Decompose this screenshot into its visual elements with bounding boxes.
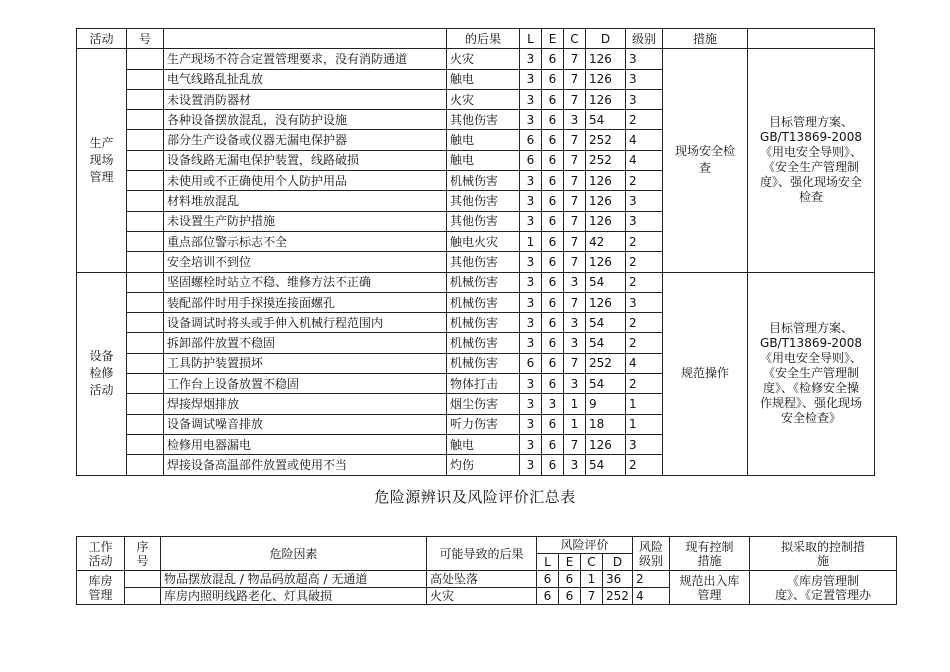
result-cell: 触电: [447, 69, 520, 89]
D-cell: 126: [586, 191, 626, 211]
number-cell: [127, 292, 164, 312]
D-cell: 126: [586, 171, 626, 191]
activity-cell: 设备 检修 活动: [77, 272, 127, 475]
L-cell: 3: [520, 313, 542, 333]
level-cell: 2: [633, 571, 670, 588]
number-cell: [127, 69, 164, 89]
result-cell: 其他伤害: [447, 211, 520, 231]
risk-table-main: [76, 28, 875, 476]
level-cell: 1: [626, 414, 663, 434]
header-number: 序 号: [125, 537, 161, 571]
hazard-cell: 工作台上设备放置不稳固: [164, 374, 447, 394]
C-cell: 3: [564, 374, 586, 394]
level-cell: 3: [626, 89, 663, 109]
table2-header-row: [77, 537, 897, 554]
D-cell: 54: [586, 110, 626, 130]
hazard-cell: 物品摆放混乱 / 物品码放超高 / 无通道: [161, 571, 427, 588]
E-cell: 6: [542, 414, 564, 434]
hazard-cell: 设备线路无漏电保护装置，线路破损: [164, 150, 447, 170]
result-cell: 机械伤害: [447, 313, 520, 333]
E-cell: 6: [542, 434, 564, 454]
header-cell: [164, 29, 447, 49]
L-cell: 6: [537, 571, 559, 588]
result-cell: 火灾: [447, 89, 520, 109]
E-cell: 6: [542, 171, 564, 191]
C-cell: 1: [581, 571, 603, 588]
E-cell: 6: [542, 333, 564, 353]
L-cell: 6: [520, 150, 542, 170]
D-cell: 126: [586, 211, 626, 231]
E-cell: 6: [542, 313, 564, 333]
risk-table-storage: [76, 536, 897, 605]
E-cell: 6: [542, 211, 564, 231]
E-cell: 6: [542, 69, 564, 89]
E-cell: 6: [542, 110, 564, 130]
C-cell: 1: [564, 394, 586, 414]
D-cell: 54: [586, 333, 626, 353]
level-cell: 2: [626, 272, 663, 292]
page-title: 危险源辨识及风险评价汇总表: [374, 488, 576, 506]
number-cell: [127, 394, 164, 414]
C-cell: 7: [564, 231, 586, 251]
L-cell: 3: [520, 110, 542, 130]
hazard-cell: 电气线路乱扯乱放: [164, 69, 447, 89]
L-cell: 3: [520, 272, 542, 292]
number-cell: [127, 211, 164, 231]
header-cell: 级别: [626, 29, 663, 49]
hazard-cell: 部分生产设备或仪器无漏电保护器: [164, 130, 447, 150]
L-cell: 3: [520, 292, 542, 312]
number-cell: [127, 150, 164, 170]
level-cell: 3: [626, 69, 663, 89]
hazard-cell: 各种设备摆放混乱，没有防护设施: [164, 110, 447, 130]
C-cell: 7: [564, 89, 586, 109]
result-cell: 触电: [447, 434, 520, 454]
number-cell: [127, 252, 164, 272]
hazard-cell: 未设置消防器材: [164, 89, 447, 109]
number-cell: [127, 231, 164, 251]
D-cell: 126: [586, 252, 626, 272]
C-cell: 7: [564, 292, 586, 312]
level-cell: 3: [626, 49, 663, 69]
E-cell: 6: [542, 49, 564, 69]
header-cell: 活动: [77, 29, 127, 49]
C-cell: 7: [564, 130, 586, 150]
measure-cell: 现场安全检 查: [663, 49, 748, 272]
L-cell: 3: [520, 211, 542, 231]
header-L: L: [537, 554, 559, 571]
D-cell: 9: [586, 394, 626, 414]
hazard-cell: 库房内照明线路老化、灯具破损: [161, 588, 427, 605]
C-cell: 7: [564, 434, 586, 454]
E-cell: 6: [542, 191, 564, 211]
E-cell: 6: [542, 130, 564, 150]
hazard-cell: 未使用或不正确使用个人防护用品: [164, 171, 447, 191]
D-cell: 252: [603, 588, 633, 605]
result-cell: 高处坠落: [427, 571, 537, 588]
E-cell: 6: [559, 588, 581, 605]
header-D: D: [603, 554, 633, 571]
L-cell: 3: [520, 414, 542, 434]
number-cell: [127, 191, 164, 211]
level-cell: 2: [626, 333, 663, 353]
D-cell: 54: [586, 374, 626, 394]
hazard-cell: 坚固螺栓时站立不稳、维修方法不正确: [164, 272, 447, 292]
activity-cell: 库房 管理: [77, 571, 125, 605]
C-cell: 7: [564, 191, 586, 211]
number-cell: [127, 49, 164, 69]
hazard-cell: 未设置生产防护措施: [164, 211, 447, 231]
D-cell: 42: [586, 231, 626, 251]
C-cell: 7: [564, 69, 586, 89]
result-cell: 其他伤害: [447, 252, 520, 272]
level-cell: 2: [626, 231, 663, 251]
number-cell: [127, 455, 164, 475]
table1-header-row: [77, 29, 875, 49]
level-cell: 2: [626, 313, 663, 333]
number-cell: [127, 171, 164, 191]
table-row: [77, 272, 875, 292]
result-cell: 机械伤害: [447, 171, 520, 191]
E-cell: 6: [542, 455, 564, 475]
table-row: [77, 571, 897, 588]
L-cell: 3: [520, 434, 542, 454]
level-cell: 2: [626, 171, 663, 191]
hazard-cell: 装配部件时用手探摸连接面螺孔: [164, 292, 447, 312]
header-E: E: [559, 554, 581, 571]
L-cell: 3: [520, 394, 542, 414]
E-cell: 6: [542, 374, 564, 394]
C-cell: 7: [564, 353, 586, 373]
header-cell: 的后果: [447, 29, 520, 49]
hazard-cell: 检修用电器漏电: [164, 434, 447, 454]
number-cell: [127, 414, 164, 434]
E-cell: 6: [542, 231, 564, 251]
C-cell: 3: [564, 333, 586, 353]
C-cell: 7: [564, 49, 586, 69]
C-cell: 3: [564, 272, 586, 292]
L-cell: 6: [520, 130, 542, 150]
number-cell: [127, 434, 164, 454]
number-cell: [125, 588, 161, 605]
result-cell: 机械伤害: [447, 272, 520, 292]
result-cell: 烟尘伤害: [447, 394, 520, 414]
number-cell: [127, 130, 164, 150]
level-cell: 4: [626, 150, 663, 170]
hazard-cell: 设备调试噪音排放: [164, 414, 447, 434]
C-cell: 7: [581, 588, 603, 605]
header-level: 风险 级别: [633, 537, 670, 571]
activity-cell: 生产 现场 管理: [77, 49, 127, 272]
plan-cell: 《库房管理制 度》、《定置管理办: [750, 571, 897, 605]
E-cell: 6: [542, 150, 564, 170]
number-cell: [127, 374, 164, 394]
number-cell: [127, 110, 164, 130]
number-cell: [127, 353, 164, 373]
L-cell: 3: [520, 252, 542, 272]
L-cell: 1: [520, 231, 542, 251]
C-cell: 7: [564, 150, 586, 170]
number-cell: [127, 333, 164, 353]
D-cell: 36: [603, 571, 633, 588]
level-cell: 3: [626, 292, 663, 312]
header-risk-eval: 风险评价: [537, 537, 633, 554]
result-cell: 听力伤害: [447, 414, 520, 434]
result-cell: 火灾: [427, 588, 537, 605]
header-result: 可能导致的后果: [427, 537, 537, 571]
level-cell: 4: [626, 130, 663, 150]
result-cell: 灼伤: [447, 455, 520, 475]
E-cell: 6: [542, 353, 564, 373]
hazard-cell: 材料堆放混乱: [164, 191, 447, 211]
header-cell: 号: [127, 29, 164, 49]
E-cell: 6: [542, 272, 564, 292]
L-cell: 3: [520, 89, 542, 109]
D-cell: 54: [586, 272, 626, 292]
D-cell: 252: [586, 150, 626, 170]
header-activity: 工作 活动: [77, 537, 125, 571]
L-cell: 6: [520, 353, 542, 373]
number-cell: [127, 272, 164, 292]
plan-cell: 目标管理方案、 GB/T13869-2008 《用电安全导则》、 《安全生产管理制 度》、《检修安全操 作规程》、强化现场 安全检查》: [748, 272, 875, 475]
table-row: [77, 49, 875, 69]
number-cell: [125, 571, 161, 588]
header-plan: 拟采取的控制措 施: [750, 537, 897, 571]
C-cell: 3: [564, 110, 586, 130]
header-C: C: [581, 554, 603, 571]
level-cell: 4: [633, 588, 670, 605]
result-cell: 火灾: [447, 49, 520, 69]
E-cell: 6: [559, 571, 581, 588]
D-cell: 54: [586, 313, 626, 333]
E-cell: 6: [542, 292, 564, 312]
level-cell: 2: [626, 455, 663, 475]
L-cell: 3: [520, 69, 542, 89]
L-cell: 3: [520, 191, 542, 211]
number-cell: [127, 89, 164, 109]
measure-cell: 规范操作: [663, 272, 748, 475]
C-cell: 3: [564, 455, 586, 475]
header-cell: L: [520, 29, 542, 49]
hazard-cell: 焊接焊烟排放: [164, 394, 447, 414]
D-cell: 126: [586, 292, 626, 312]
result-cell: 机械伤害: [447, 353, 520, 373]
measure-cell: 规范出入库 管理: [670, 571, 750, 605]
header-cell: D: [586, 29, 626, 49]
level-cell: 3: [626, 211, 663, 231]
level-cell: 2: [626, 252, 663, 272]
result-cell: 触电: [447, 130, 520, 150]
D-cell: 18: [586, 414, 626, 434]
hazard-cell: 重点部位警示标志不全: [164, 231, 447, 251]
plan-cell: 目标管理方案、 GB/T13869-2008 《用电安全导则》、 《安全生产管理制 度》、强化现场安全 检查: [748, 49, 875, 272]
L-cell: 3: [520, 49, 542, 69]
D-cell: 126: [586, 49, 626, 69]
level-cell: 3: [626, 434, 663, 454]
C-cell: 7: [564, 171, 586, 191]
header-hazard: 危险因素: [161, 537, 427, 571]
hazard-cell: 拆卸部件放置不稳固: [164, 333, 447, 353]
result-cell: 机械伤害: [447, 292, 520, 312]
header-cell: E: [542, 29, 564, 49]
result-cell: 触电火灾: [447, 231, 520, 251]
L-cell: 6: [537, 588, 559, 605]
D-cell: 54: [586, 455, 626, 475]
L-cell: 3: [520, 171, 542, 191]
number-cell: [127, 313, 164, 333]
header-cell: C: [564, 29, 586, 49]
D-cell: 252: [586, 353, 626, 373]
hazard-cell: 焊接设备高温部件放置或使用不当: [164, 455, 447, 475]
hazard-cell: 工具防护装置损坏: [164, 353, 447, 373]
level-cell: 3: [626, 191, 663, 211]
header-cell: 措施: [663, 29, 748, 49]
level-cell: 2: [626, 374, 663, 394]
L-cell: 3: [520, 333, 542, 353]
hazard-cell: 安全培训不到位: [164, 252, 447, 272]
D-cell: 126: [586, 434, 626, 454]
C-cell: 1: [564, 414, 586, 434]
result-cell: 物体打击: [447, 374, 520, 394]
C-cell: 3: [564, 313, 586, 333]
header-measure: 现有控制 措施: [670, 537, 750, 571]
L-cell: 3: [520, 374, 542, 394]
L-cell: 3: [520, 455, 542, 475]
E-cell: 6: [542, 89, 564, 109]
level-cell: 4: [626, 353, 663, 373]
D-cell: 126: [586, 69, 626, 89]
C-cell: 7: [564, 211, 586, 231]
D-cell: 126: [586, 89, 626, 109]
D-cell: 252: [586, 130, 626, 150]
C-cell: 7: [564, 252, 586, 272]
result-cell: 其他伤害: [447, 110, 520, 130]
result-cell: 触电: [447, 150, 520, 170]
hazard-cell: 设备调试时将头或手伸入机械行程范围内: [164, 313, 447, 333]
result-cell: 其他伤害: [447, 191, 520, 211]
level-cell: 1: [626, 394, 663, 414]
hazard-cell: 生产现场不符合定置管理要求，没有消防通道: [164, 49, 447, 69]
result-cell: 机械伤害: [447, 333, 520, 353]
level-cell: 2: [626, 110, 663, 130]
header-cell: [748, 29, 875, 49]
E-cell: 3: [542, 394, 564, 414]
E-cell: 6: [542, 252, 564, 272]
